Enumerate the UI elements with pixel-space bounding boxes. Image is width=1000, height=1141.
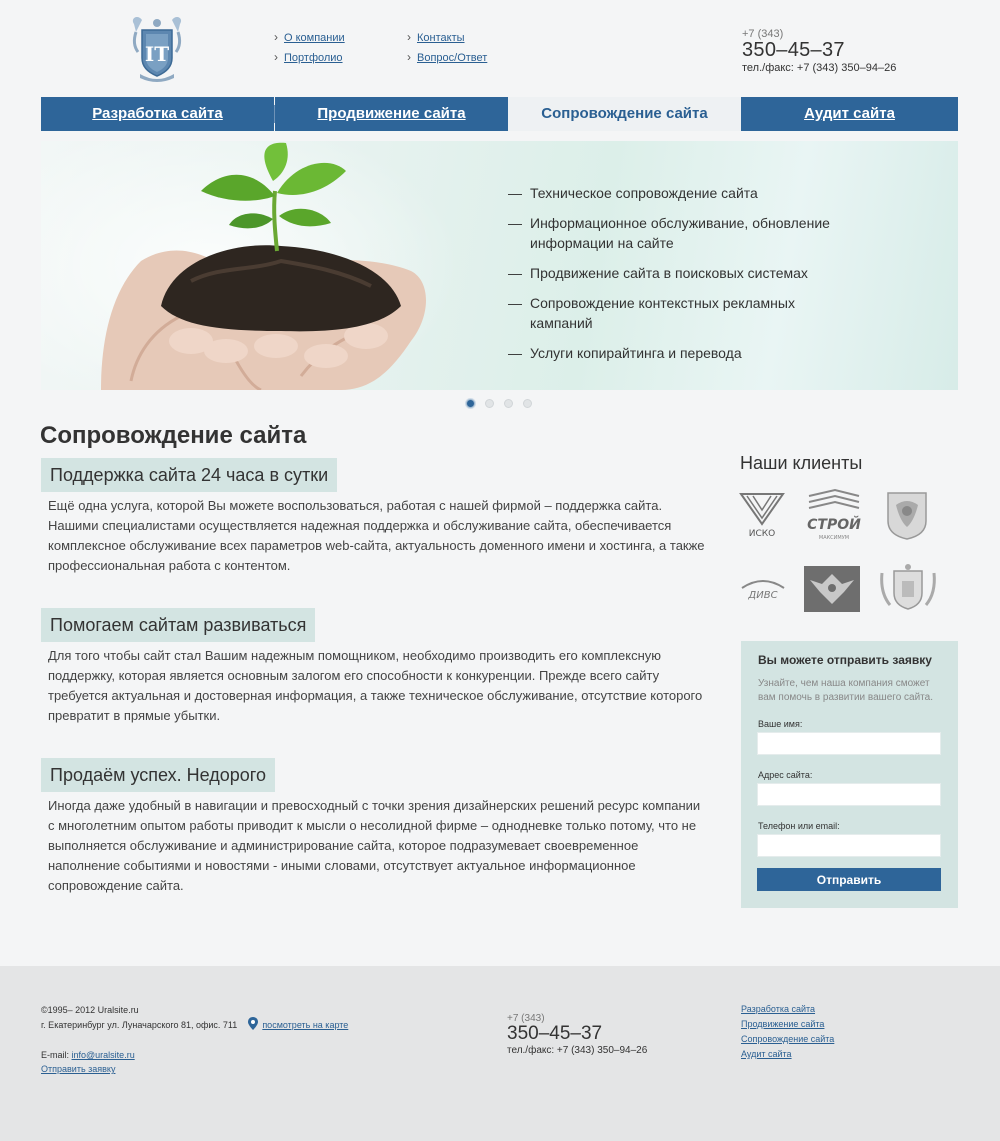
contact-input[interactable] [757, 834, 941, 857]
isko-icon [739, 490, 785, 540]
phone-code: +7 (343) [742, 28, 784, 40]
fax-number: тел./факс: +7 (343) 350–94–26 [742, 62, 897, 74]
page-title: Сопровождение сайта [40, 422, 307, 449]
nav-item-development[interactable]: Разработка сайта [41, 97, 274, 131]
banner-item-copywriting: — Услуги копирайтинга и перевода [508, 343, 848, 363]
banner-item-technical: — Техническое сопровождение сайта [508, 183, 848, 203]
slider-dot-2[interactable] [485, 399, 494, 408]
name-input[interactable] [757, 732, 941, 755]
link-portfolio[interactable]: Портфолио [284, 52, 343, 64]
company-logo[interactable] [128, 14, 186, 86]
footer-contacts [41, 1003, 348, 1076]
client-coat-of-arms-1-logo[interactable] [884, 491, 930, 541]
contact-label: Телефон или email: [758, 821, 840, 831]
header-phone [742, 28, 896, 76]
request-form [741, 641, 958, 908]
submit-button[interactable]: Отправить [757, 868, 941, 891]
address: г. Екатеринбург ул. Луначарского 81, офис. 711 [41, 1020, 238, 1030]
link-faq[interactable]: Вопрос/Ответ [417, 52, 488, 64]
slider-dot-4[interactable] [523, 399, 532, 408]
email-row [41, 1048, 348, 1062]
banner-item-information: — Информационное обслуживание, обновление информации на сайте [508, 213, 848, 253]
footer-link-development[interactable]: Разработка сайта [741, 1004, 816, 1014]
client-stroy-maximum-logo[interactable] [805, 488, 863, 542]
divs-icon [738, 570, 788, 606]
client-coat-of-arms-2-logo[interactable] [878, 563, 938, 611]
client-divs-logo[interactable] [738, 570, 788, 606]
section-heading-selling-success: Продаём успех. Недорого [41, 758, 275, 792]
footer [0, 966, 1000, 1141]
crest-icon [128, 14, 186, 86]
banner-services-list [508, 183, 848, 373]
section-heading-help-develop: Помогаем сайтам развиваться [41, 608, 315, 642]
link-contacts[interactable]: Контакты [417, 32, 465, 44]
name-label: Ваше имя: [758, 719, 803, 729]
map-pin-icon [248, 1017, 260, 1034]
nav-item-support[interactable]: Сопровождение сайта [508, 97, 741, 131]
email-label: E-mail: [41, 1050, 70, 1060]
footer-request-link[interactable]: Отправить заявку [41, 1064, 116, 1074]
phone-number: 350–45–37 [742, 39, 845, 61]
hands-with-sprout-image [41, 141, 461, 390]
main-nav [41, 97, 958, 131]
clients-title: Наши клиенты [740, 453, 863, 473]
svg-text:IT: IT [144, 42, 170, 66]
nav-item-promotion[interactable]: Продвижение сайта [275, 97, 508, 131]
footer-address-row [41, 1017, 348, 1034]
section-text-help-develop: Для того чтобы сайт стал Вашим надежным помощником, необходимо производить его комплексную поддержку, которая является основным залогом его способности к конкуренции. Прежде всего сайту требуется актуальная и достоверная информация, а также техническое обслуживание, отсутствие которого превратит в прямые убытки. [48, 648, 703, 723]
stroy-maximum-icon [805, 488, 863, 542]
section-heading-support-24: Поддержка сайта 24 часа в сутки [41, 458, 337, 492]
svg-text:ИСКО: ИСКО [748, 529, 776, 539]
footer-phone-code: +7 (343) [507, 1013, 545, 1024]
site-input[interactable] [757, 783, 941, 806]
copyright: ©1995– 2012 Uralsite.ru [41, 1005, 139, 1015]
svg-text:СТРОЙ: СТРОЙ [807, 517, 861, 533]
slider-dot-1[interactable] [466, 399, 475, 408]
footer-link-audit[interactable]: Аудит сайта [741, 1049, 792, 1059]
site-label: Адрес сайта: [758, 770, 813, 780]
form-description: Узнайте, чем наша компания сможет вам помочь в развитии вашего сайта. [758, 678, 933, 703]
banner-item-seo: — Продвижение сайта в поисковых системах [508, 263, 848, 283]
coat-of-arms-icon [884, 491, 930, 541]
client-eagle-emblem-logo[interactable] [804, 566, 860, 612]
footer-fax: тел./факс: +7 (343) 350–94–26 [507, 1045, 648, 1056]
client-isko-logo[interactable] [739, 490, 785, 540]
hero-banner [41, 141, 958, 390]
section-text-support-24: Ещё одна услуга, которой Вы можете воспользоваться, работая с нашей фирмой – поддержка сайта. Нашими специалистами осуществляется надежная поддержка и обслуживание сайта, обеспечивается комплексное обслуживание всех параметров web-сайта, актуальность доменного имени и хостинга, а также профессиональная работа с контентом. [48, 498, 705, 573]
section-text-selling-success: Иногда даже удобный в навигации и превосходный с точки зрения дизайнерских решений ресурс компании с многолетним опытом работы приводит к мысли о несолидной фирме – однодневке только потому, что не выполняется обслуживание и администрирование сайта, которое подразумевает своевременное наполнение событиями и новостями - иными словами, отсутствует актуальное информационное сопровождение сайта. [48, 798, 701, 893]
footer-link-promotion[interactable]: Продвижение сайта [741, 1019, 825, 1029]
footer-phone [507, 1013, 647, 1058]
footer-links [741, 1002, 834, 1062]
nav-item-audit[interactable]: Аудит сайта [741, 97, 958, 131]
footer-link-support[interactable]: Сопровождение сайта [741, 1034, 835, 1044]
map-link[interactable]: посмотреть на карте [262, 1020, 349, 1030]
banner-item-context-ads: — Сопровождение контекстных рекламных кампаний [508, 293, 848, 333]
top-links-column-1 [274, 31, 345, 71]
slider-dot-3[interactable] [504, 399, 513, 408]
svg-text:МАКСИМУМ: МАКСИМУМ [818, 535, 850, 541]
regional-arms-icon [878, 563, 938, 611]
top-links-column-2 [407, 31, 487, 71]
svg-text:ДИВС: ДИВС [748, 590, 778, 601]
email-link[interactable]: info@uralsite.ru [71, 1050, 135, 1060]
form-title: Вы можете отправить заявку [758, 653, 932, 667]
footer-phone-number: 350–45–37 [507, 1023, 603, 1044]
link-about[interactable]: О компании [284, 32, 345, 44]
header [0, 0, 1000, 96]
eagle-emblem-icon [804, 566, 860, 612]
